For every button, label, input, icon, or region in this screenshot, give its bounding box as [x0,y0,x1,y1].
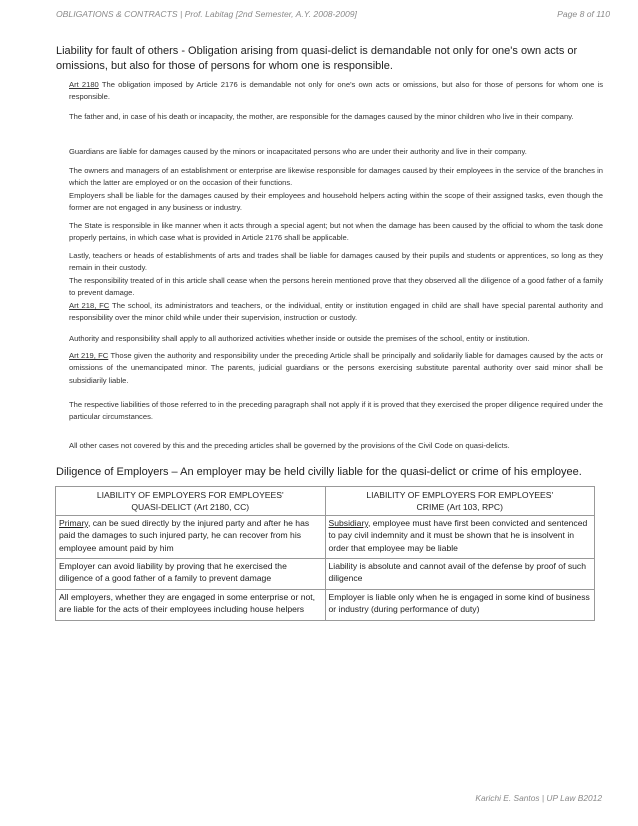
cell-keyword: Subsidiary [328,517,368,528]
art-219-paragraph [69,350,603,387]
respective-liabilities-paragraph: The respective liabilities of those referred to in the preceding paragraph shall not apply if it is proved that they exercised the proper diligence required under the particular circumstances. [69,400,603,422]
header-line: LIABILITY OF EMPLOYERS FOR EMPLOYEES' [366,490,554,500]
column-header-quasi-delict [56,487,326,516]
cell-text: , can be sued directly by the injured party and after he has paid the damages to such injured party, he can recover from his employee amount paid by him [59,517,310,553]
father-paragraph: The father and, in case of his death or incapacity, the mother, are responsible for the damages caused by the minor children who live in their company. [69,112,574,121]
table-cell [325,515,595,558]
table-cell [56,515,326,558]
header-line: CRIME (Art 103, RPC) [416,502,503,513]
table-cell: Liability is absolute and cannot avail of the defense by proof of such diligence [325,559,595,590]
art-218-paragraph [69,300,603,325]
page-number: Page 8 of 110 [557,9,610,19]
diligence-heading: Diligence of Employers – An employer may be held civilly liable for the quasi-delict or crime of his employee. [56,466,582,478]
other-cases-paragraph: All other cases not covered by this and the preceding articles shall be governed by the provisions of the Civil Code on quasi-delicts. [69,441,510,450]
table-row [56,515,595,558]
paragraph-text: The school, its administrators and teachers, or the individual, entity or institution engaged in child are shall have special parental authority and responsibility over the minor child while under their supervision, instruction or custody. [69,301,603,323]
running-header-title: OBLIGATIONS & CONTRACTS | Prof. Labitag [2nd Semester, A.Y. 2008-2009] [56,9,357,19]
table-cell: All employers, whether they are engaged in some enterprise or not, are liable for the acts of their employees including house helpers [56,589,326,620]
authority-paragraph: Authority and responsibility shall apply to all authorized activities whether inside or outside the premises of the school, entity or institution. [69,334,530,343]
article-reference: Art 218, FC [69,301,110,310]
intro-paragraph: Liability for fault of others - Obligation arising from quasi-delict is demandable not only for one's own acts or omissions, but also for those of persons for whom one is responsible. [56,45,578,72]
responsibility-paragraph: The responsibility treated of in this article shall cease when the persons herein mentioned prove that they observed all the diligence of a good father of a family to prevent damage. [69,276,603,298]
employers-paragraph: Employers shall be liable for the damages caused by their employees and household helpers acting within the scope of their assigned tasks, even though the former are not engaged in any business or industry. [69,191,603,213]
article-reference: Art 2180 [69,80,99,89]
art-2180-paragraph [69,79,603,104]
column-header-crime [325,487,595,516]
table-row [56,559,595,590]
header-line: QUASI-DELICT (Art 2180, CC) [131,502,250,513]
guardians-paragraph: Guardians are liable for damages caused by the minors or incapacitated persons who are under their authority and live in their company. [69,147,527,156]
cell-text: , employee must have first been convicted and sentenced to pay civil indemnity and it must be shown that he is insolvent in order that employee may be liable [328,517,588,553]
liability-comparison-table [55,486,595,621]
teachers-paragraph: Lastly, teachers or heads of establishments of arts and trades shall be liable for damages caused by their pupils and students or apprentices, so long as they remain in their custody. [69,251,603,273]
state-paragraph: The State is responsible in like manner when it acts through a special agent; but not when the damage has been caused by the official to whom the task done properly pertains, in which case what is provided in Article 2176 shall be applicable. [69,221,603,243]
paragraph-text: Those given the authority and responsibility under the preceding Article shall be principally and solidarily liable for damages caused by the acts or omissions of the unemancipated minor. The parents, judicial guardians or the persons exercising substitute parental authority over said minor shall be subsidiarily liable. [69,351,603,385]
table-header-row [56,487,595,516]
table-row [56,589,595,620]
article-reference: Art 219, FC [69,351,109,360]
cell-keyword: Primary [59,517,88,528]
table-cell: Employer can avoid liability by proving that he exercised the diligence of a good father of a family to prevent damage [56,559,326,590]
table-cell: Employer is liable only when he is engaged in some kind of business or industry (during performance of duty) [325,589,595,620]
owners-paragraph: The owners and managers of an establishment or enterprise are likewise responsible for damages caused by their employees in the service of the branches in which the latter are employed or on the occasion of their functions. [69,166,603,188]
header-line: LIABILITY OF EMPLOYERS FOR EMPLOYEES' [96,490,284,500]
page-footer: Karichi E. Santos | UP Law B2012 [475,793,602,803]
paragraph-text: The obligation imposed by Article 2176 is demandable not only for one's own acts or omissions, but also for those of persons for whom one is responsible. [69,80,603,102]
